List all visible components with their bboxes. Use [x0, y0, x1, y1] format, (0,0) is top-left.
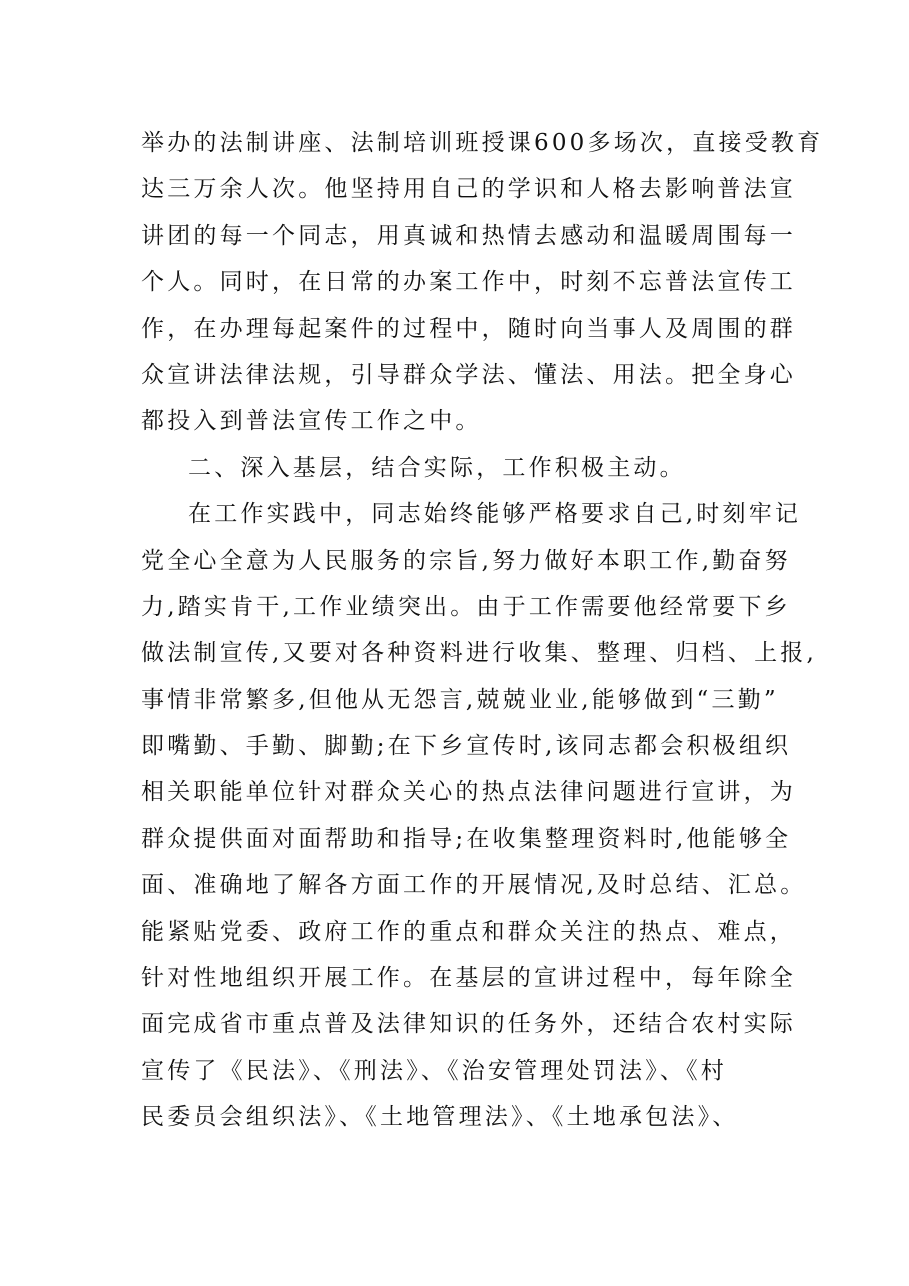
- section-heading: 二、深入基层，结合实际，工作积极主动。: [188, 454, 686, 481]
- text-line: 讲团的每一个同志，用真诚和热情去感动和温暖周围每一: [141, 222, 796, 249]
- text-line: 面完成省市重点普及法律知识的任务外，还结合农村实际: [141, 1011, 796, 1038]
- text-line: 党全心全意为人民服务的宗旨,努力做好本职工作,勤奋努: [141, 547, 791, 574]
- text-line: 群众提供面对面帮助和指导;在收集整理资料时,他能够全: [141, 825, 792, 852]
- text-line: 众宣讲法律法规，引导群众学法、懂法、用法。把全身心: [141, 361, 796, 388]
- text-line: 都投入到普法宣传工作之中。: [141, 408, 482, 435]
- text-line: 面、准确地了解各方面工作的开展情况,及时总结、汇总。: [141, 872, 807, 899]
- text-line: 即嘴勤、手勤、脚勤;在下乡宣传时,该同志都会积极组织: [141, 733, 792, 760]
- text-line: 达三万余人次。他坚持用自己的学识和人格去影响普法宣: [141, 176, 796, 203]
- text-line: 针对性地组织开展工作。在基层的宣讲过程中，每年除全: [141, 965, 796, 992]
- text-line: 民委员会组织法》、《土地管理法》、《土地承包法》、: [141, 1104, 739, 1131]
- text-line: 宣传了《民法》、《刑法》、《治安管理处罚法》、《村: [141, 1057, 727, 1084]
- text-line: 事情非常繁多,但他从无怨言,兢兢业业,能够做到“三勤”: [141, 686, 779, 713]
- text-line: 相关职能单位针对群众关心的热点法律问题进行宣讲，为: [141, 779, 796, 806]
- text-line: 作，在办理每起案件的过程中，随时向当事人及周围的群: [141, 315, 796, 342]
- paragraph-start: 在工作实践中，同志始终能够严格要求自己,时刻牢记: [188, 501, 802, 528]
- text-line: 做法制宣传,又要对各种资料进行收集、整理、归档、上报,: [141, 640, 818, 667]
- text-line: 力,踏实肯干,工作业绩突出。由于工作需要他经常要下乡: [141, 593, 791, 620]
- text-line: 个人。同时，在日常的办案工作中，时刻不忘普法宣传工: [141, 269, 796, 296]
- text-line: 能紧贴党委、政府工作的重点和群众关注的热点、难点，: [141, 918, 796, 945]
- body-text: [141, 120, 824, 1141]
- text-line: 举办的法制讲座、法制培训班授课600多场次，直接受教育: [141, 130, 824, 156]
